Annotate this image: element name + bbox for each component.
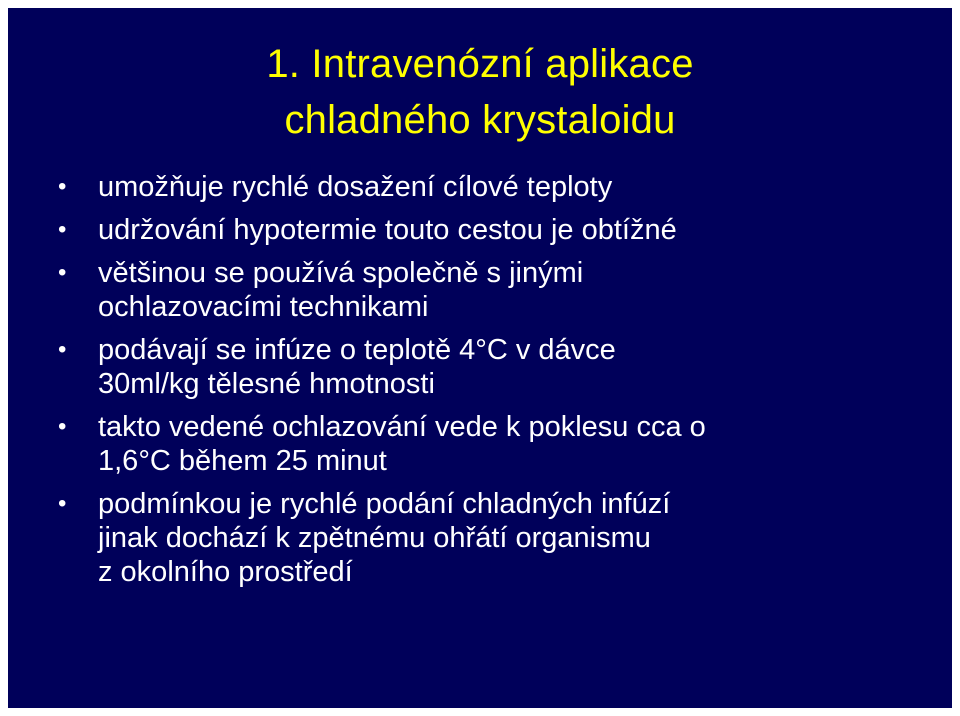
bullet-item: [52, 333, 932, 401]
bullet-icon: •: [58, 336, 67, 363]
bullet-item: [52, 487, 932, 589]
slide-title-line-1: 1. Intravenózní aplikace: [266, 42, 694, 86]
bullet-item: [52, 256, 932, 324]
bullet-text: většinou se používá společně s jinými: [98, 257, 584, 289]
slide-title-line-2: chladného krystaloidu: [284, 98, 676, 142]
bullet-text: umožňuje rychlé dosažení cílové teploty: [98, 171, 613, 203]
bullet-icon: •: [58, 173, 67, 200]
bullet-text: udržování hypotermie touto cestou je obtížné: [98, 214, 677, 246]
bullet-icon: •: [58, 413, 67, 440]
bullet-text: 1,6°C během 25 minut: [98, 445, 387, 477]
bullet-text: podmínkou je rychlé podání chladných infúzí: [98, 488, 671, 520]
slide-title: [8, 36, 952, 148]
bullet-item: [52, 170, 932, 204]
bullet-text: 30ml/kg tělesné hmotnosti: [98, 368, 435, 400]
bullet-icon: •: [58, 216, 67, 243]
bullet-icon: •: [58, 259, 67, 286]
bullet-text: z okolního prostředí: [98, 556, 353, 588]
bullet-text: jinak dochází k zpětnému ohřátí organismu: [98, 522, 651, 554]
bullet-item: [52, 410, 932, 478]
bullet-text: ochlazovacími technikami: [98, 291, 429, 323]
bullet-list: [52, 170, 932, 598]
bullet-text: podávají se infúze o teplotě 4°C v dávce: [98, 334, 616, 366]
bullet-icon: •: [58, 490, 67, 517]
slide: [8, 8, 952, 708]
bullet-text: takto vedené ochlazování vede k poklesu cca o: [98, 411, 706, 443]
bullet-item: [52, 213, 932, 247]
